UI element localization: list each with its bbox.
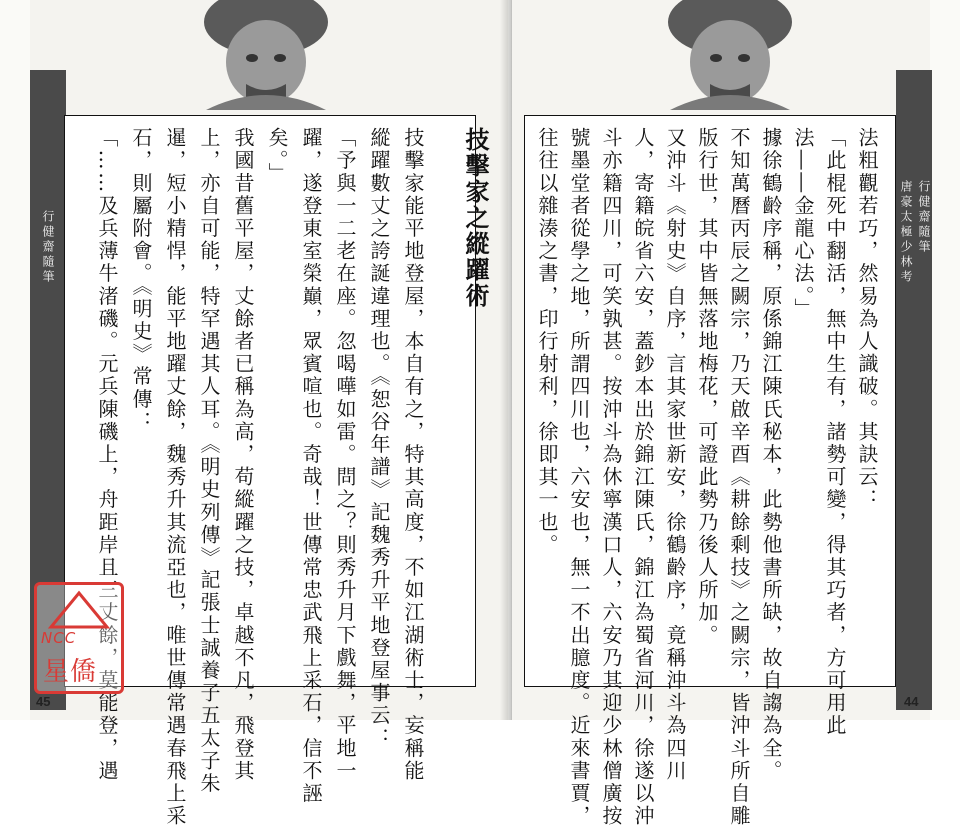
portrait-image-right [650, 0, 810, 112]
article-title: 技擊家之縱躍術 [461, 127, 490, 309]
right-sidebar-book-title: 行健齋隨筆 [917, 180, 931, 255]
left-page-number: 45 [36, 694, 51, 709]
text-column: 法――金龍心法。」 [791, 127, 815, 321]
right-sidebar-chapter: 唐豪太極少林考 [899, 180, 913, 285]
right-text-columns [532, 127, 884, 828]
text-column: 號墨堂者從學之地，所謂四川也，六安也，無一不出臆度。近來書賈， [567, 127, 591, 828]
text-column: 石，則屬附會。《明史》常傳： [129, 127, 153, 434]
text-column: 人，寄籍皖省六安，蓋鈔本出於錦江陳氏，錦江為蜀省河川，徐遂以沖 [631, 127, 655, 828]
right-page-sidebar [896, 70, 932, 710]
right-page-number: 44 [904, 694, 919, 709]
seal-ncc-text: NCC [41, 629, 77, 647]
text-column: 矣。」 [265, 127, 289, 185]
left-sidebar-title: 行健齋隨筆 [41, 210, 55, 285]
text-column: 「予與一二老在座。忽喝嘩如雷。問之？則秀升月下戲舞，平地一 [333, 127, 357, 783]
seal-name-text: 星僑 [43, 657, 98, 687]
text-column: 技擊家能平地登屋，本自有之，特其高度，不如江湖術士，妄稱能 [401, 127, 425, 783]
text-column: 法粗觀若巧，然易為人識破。其訣云： [855, 127, 879, 512]
text-column: 「此棍死中翻活，無中生有，諸勢可變，得其巧者，方可用此 [823, 127, 847, 738]
seal-triangle-icon [37, 587, 121, 631]
text-column: 「……及兵薄牛渚磯。元兵陳磯上，舟距岸且三丈餘，莫能登，遇 [95, 127, 119, 783]
text-column: 不知萬曆丙辰之闕宗，乃天啟辛酉《耕餘剩技》之闕宗，皆沖斗所自雕 [727, 127, 751, 828]
left-text-columns [90, 127, 492, 828]
text-column: 躍，遂登東室榮巔，眾賓喧也。奇哉！世傳常忠武飛上采石，信不誣 [299, 127, 323, 805]
text-column: 又沖斗《射史》自序，言其家世新安，徐鶴齡序，竟稱沖斗為四川 [663, 127, 687, 783]
text-column: 我國昔舊平屋，丈餘者已稱為高，苟縱躍之技，卓越不凡，飛登其 [231, 127, 255, 783]
text-column: 版行世，其中皆無落地梅花，可證此勢乃後人所加。 [695, 127, 719, 647]
text-column: 往往以雜湊之書，印行射利，徐即其一也。 [535, 127, 559, 557]
text-column: 縱躍數丈之誇誕違理也。《恕谷年譜》記魏秀升平地登屋事云： [367, 127, 391, 750]
text-column: 暹，短小精悍，能平地躍丈餘，魏秀升其流亞也，唯世傳常遇春飛上采 [163, 127, 187, 828]
text-column: 據徐鶴齡序稱，原係錦江陳氏秘本，此勢他書所缺，故自謅為全。 [759, 127, 783, 783]
watermark-seal [34, 582, 124, 694]
text-column: 上，亦自可能，特罕遇其人耳。《明史列傳》記張士誠養子五太子朱 [197, 127, 221, 795]
text-column: 斗亦籍四川，可笑孰甚。按沖斗為休寧漢口人，六安乃其迎少林僧廣按 [599, 127, 623, 828]
portrait-image-left [186, 0, 346, 112]
